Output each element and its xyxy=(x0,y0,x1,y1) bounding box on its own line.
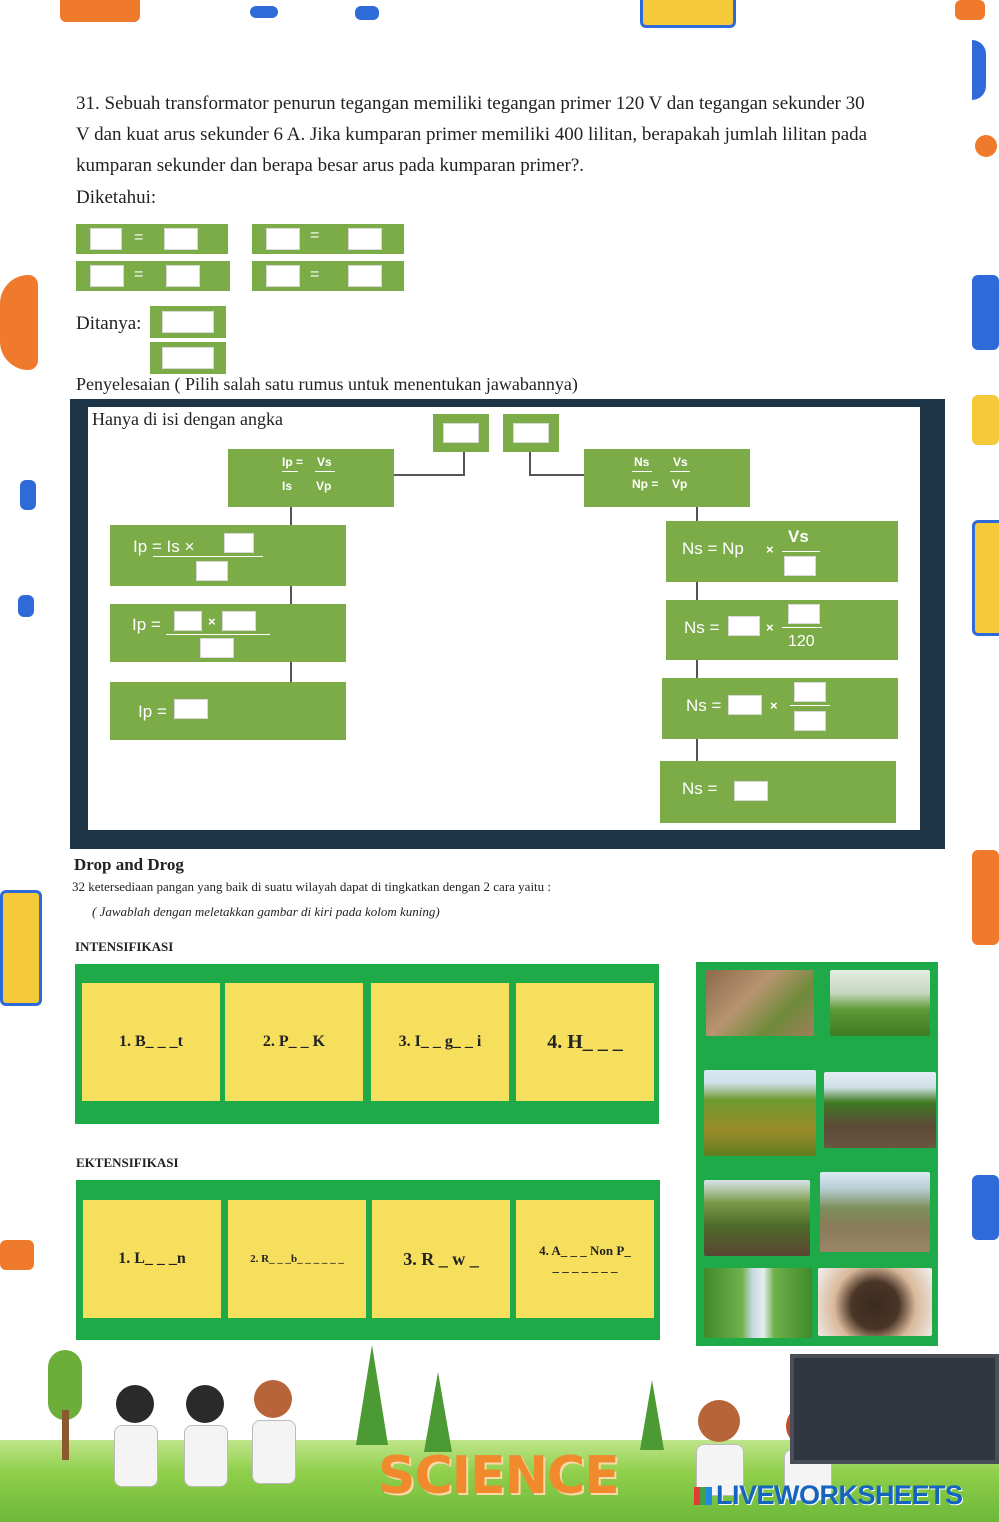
left-decoration-blue xyxy=(20,480,36,510)
right-decoration-book xyxy=(972,520,999,636)
formula-choice-left[interactable] xyxy=(433,414,489,452)
ip-step-2-input[interactable] xyxy=(174,611,202,631)
known-var-input[interactable] xyxy=(90,265,124,287)
ekstensifikasi-drop-2[interactable]: 2. R_ _ _b_ _ _ _ _ _ xyxy=(228,1200,366,1318)
asked-box-1 xyxy=(150,306,226,338)
kid-body xyxy=(252,1420,296,1484)
formula-num: Vs xyxy=(673,455,688,469)
equals-sign: = xyxy=(134,266,144,283)
kid-body xyxy=(114,1425,158,1487)
right-decoration-orange-2 xyxy=(972,850,999,945)
fraction-bar xyxy=(153,556,263,557)
cleared-land-image[interactable] xyxy=(824,1072,936,1148)
question-32-text: 32 ketersediaan pangan yang baik di suatu wilayah dapat di tingkatkan dengan 2 cara yaitu : xyxy=(72,879,552,894)
known-var-input[interactable] xyxy=(90,228,122,250)
drag-drop-title: Drop and Drog xyxy=(74,855,184,874)
asked-input[interactable] xyxy=(162,311,214,333)
connector xyxy=(696,660,698,678)
fraction-bar xyxy=(782,551,820,552)
ns-step-1-input[interactable] xyxy=(784,556,816,576)
deforested-area-image[interactable] xyxy=(820,1172,930,1252)
intensifikasi-drop-3[interactable]: 3. I_ _ g_ _ i xyxy=(371,983,509,1101)
tree-trunk xyxy=(62,1410,69,1460)
ns-step-4-input[interactable] xyxy=(734,781,768,801)
kid-head xyxy=(254,1380,292,1418)
scientist-kid xyxy=(246,1380,298,1500)
farmer-field-image[interactable] xyxy=(830,970,930,1036)
right-decoration-blue-3 xyxy=(972,1175,999,1240)
ns-step-3 xyxy=(662,678,898,739)
ns-step-1 xyxy=(666,521,898,582)
right-decoration-blue-2 xyxy=(972,275,999,350)
fraction-bar xyxy=(790,705,830,706)
left-decoration-orange-2 xyxy=(0,1240,34,1270)
ekstensifikasi-label: EKTENSIFIKASI xyxy=(76,1155,179,1170)
pine-tree xyxy=(640,1380,664,1450)
formula-num: Vs xyxy=(317,455,332,469)
ns-step-2-den: 120 xyxy=(788,633,815,650)
brand-text: LIVEWORKSHEETS xyxy=(716,1480,963,1510)
intensifikasi-label: INTENSIFIKASI xyxy=(75,939,174,954)
kid-body xyxy=(184,1425,228,1487)
kid-head xyxy=(116,1385,154,1423)
right-decoration-blue xyxy=(972,40,986,100)
top-decoration-book xyxy=(640,0,736,28)
solution-label: Penyelesaian ( Pilih salah satu rumus untuk menentukan jawabannya) xyxy=(76,374,578,394)
connector xyxy=(394,474,465,476)
ekstensifikasi-panel xyxy=(76,1180,660,1340)
equals-sign: = xyxy=(134,229,144,246)
formula-den: Vp xyxy=(316,479,332,493)
known-row-2-right xyxy=(252,261,404,291)
formula-num: Ip = xyxy=(282,455,304,469)
liveworksheets-logo xyxy=(694,1480,963,1511)
known-value-input[interactable] xyxy=(166,265,200,287)
question-line: V dan kuat arus sekunder 6 A. Jika kumparan primer memiliki 400 lilitan, berapakah jumlah lilitan pada xyxy=(76,124,868,145)
fraction-bar xyxy=(782,627,822,628)
pine-tree xyxy=(356,1345,388,1445)
ns-step-3-input[interactable] xyxy=(794,682,826,702)
plantation-image[interactable] xyxy=(704,1070,816,1156)
choice-input[interactable] xyxy=(513,423,549,443)
known-value-input[interactable] xyxy=(348,265,382,287)
ip-step-1-input[interactable] xyxy=(196,561,228,581)
ns-step-2-times: × xyxy=(766,620,774,635)
equals-sign: = xyxy=(310,227,320,244)
ip-step-1-text: Ip = Is × xyxy=(133,537,195,556)
formula-choice-right[interactable] xyxy=(503,414,559,452)
connector xyxy=(696,507,698,521)
known-value-input[interactable] xyxy=(164,228,198,250)
ip-step-3-prefix: Ip = xyxy=(138,702,167,721)
ip-step-2-input[interactable] xyxy=(222,611,256,631)
ip-step-3 xyxy=(110,682,346,740)
science-logo: SCIENCE xyxy=(378,1446,619,1506)
question-line: 31. Sebuah transformator penurun tegangan memiliki tegangan primer 120 V dan tegangan sekunder 30 xyxy=(76,93,865,114)
connector xyxy=(290,586,292,604)
solution-frame xyxy=(70,399,945,849)
formula-num: Ns xyxy=(634,455,650,469)
top-decoration-blue xyxy=(250,6,278,18)
seedling-tray-image[interactable] xyxy=(706,970,814,1036)
kid-head xyxy=(186,1385,224,1423)
ns-step-2-prefix: Ns = xyxy=(684,618,720,637)
ip-step-2 xyxy=(110,604,346,662)
question-32-hint: ( Jawablah dengan meletakkan gambar di kiri pada kolom kuning) xyxy=(92,904,440,919)
connector xyxy=(529,452,531,475)
connector xyxy=(290,507,292,525)
ip-step-2-prefix: Ip = xyxy=(132,615,161,634)
asked-input[interactable] xyxy=(162,347,214,369)
known-label: Diketahui: xyxy=(76,187,157,208)
choice-input[interactable] xyxy=(443,423,479,443)
top-decoration-orange xyxy=(60,0,140,22)
ns-step-1-num: Vs xyxy=(788,527,809,546)
known-value-input[interactable] xyxy=(348,228,382,250)
kid-head xyxy=(698,1400,740,1442)
ns-step-3-input[interactable] xyxy=(794,711,826,731)
ns-step-1-prefix: Ns = Np xyxy=(682,539,744,558)
ekstensifikasi-drop-3[interactable]: 3. R _ w _ xyxy=(372,1200,510,1318)
ns-step-2-input[interactable] xyxy=(728,616,760,636)
left-decoration-book xyxy=(0,890,42,1006)
fraction-bar xyxy=(632,471,652,472)
ip-step-1-input[interactable] xyxy=(224,533,254,553)
ip-step-3-input[interactable] xyxy=(174,699,208,719)
instruction-text: Hanya di isi dengan angka xyxy=(92,409,283,429)
ns-step-1-times: × xyxy=(766,542,774,557)
intensifikasi-drop-2[interactable]: 2. P_ _ K xyxy=(225,983,363,1101)
ns-step-4-prefix: Ns = xyxy=(682,779,718,798)
formula-ns xyxy=(584,449,750,507)
connector xyxy=(463,452,465,475)
top-decoration-orange-2 xyxy=(955,0,985,20)
scientist-kid xyxy=(108,1385,160,1505)
irrigation-canal-image[interactable] xyxy=(704,1268,812,1338)
ekstensifikasi-drop-4[interactable]: 4. A_ _ _ Non P_ _ _ _ _ _ _ _ xyxy=(516,1200,654,1318)
known-row-2-left xyxy=(76,261,230,291)
left-decoration-blue-2 xyxy=(18,595,34,617)
ekstensifikasi-drop-1[interactable]: 1. L_ _ _n xyxy=(83,1200,221,1318)
formula-ip xyxy=(228,449,394,507)
tree-left xyxy=(48,1350,82,1460)
ip-step-2-input[interactable] xyxy=(200,638,234,658)
ns-step-3-prefix: Ns = xyxy=(686,696,722,715)
connector xyxy=(529,474,584,476)
question-line: kumparan sekunder dan berapa besar arus pada kumparan primer?. xyxy=(76,155,585,176)
solution-panel xyxy=(88,407,920,830)
connector xyxy=(696,582,698,600)
pine-tree xyxy=(424,1372,452,1452)
ns-step-2 xyxy=(666,600,898,660)
left-decoration-orange xyxy=(0,275,38,370)
formula-den: Vp xyxy=(672,477,688,491)
chalkboard xyxy=(790,1354,999,1464)
formula-den: Np = xyxy=(632,477,659,491)
fraction-bar xyxy=(315,471,335,472)
ns-step-3-input[interactable] xyxy=(728,695,762,715)
intensifikasi-panel xyxy=(75,964,659,1124)
top-decoration-blue-2 xyxy=(355,6,379,20)
liveworksheets-icon xyxy=(694,1487,712,1505)
intensifikasi-drop-1[interactable]: 1. B_ _ _t xyxy=(82,983,220,1101)
ip-step-1 xyxy=(110,525,346,586)
crop-rows-image[interactable] xyxy=(704,1180,810,1256)
known-var-input[interactable] xyxy=(266,228,300,250)
intensifikasi-drop-4[interactable]: 4. H_ _ _ xyxy=(516,983,654,1101)
known-row-1-left xyxy=(76,224,228,254)
ns-step-3-times: × xyxy=(770,698,778,713)
scientist-kid xyxy=(178,1385,230,1505)
fraction-bar xyxy=(282,471,298,472)
question-31-text xyxy=(76,88,926,181)
ns-step-2-input[interactable] xyxy=(788,604,820,624)
asked-label: Ditanya: xyxy=(76,313,142,334)
known-var-input[interactable] xyxy=(266,265,300,287)
soil-in-hands-image[interactable] xyxy=(818,1268,932,1336)
connector xyxy=(696,739,698,761)
fraction-bar xyxy=(166,634,270,635)
fraction-bar xyxy=(670,471,690,472)
connector xyxy=(290,662,292,682)
ip-step-2-times: × xyxy=(208,614,216,629)
ns-step-4 xyxy=(660,761,896,823)
equals-sign: = xyxy=(310,266,320,283)
right-decoration-yellow xyxy=(972,395,999,445)
right-decoration-orange xyxy=(975,135,997,157)
known-row-1-right xyxy=(252,224,404,254)
images-panel xyxy=(696,962,938,1346)
formula-den: Is xyxy=(282,479,293,493)
